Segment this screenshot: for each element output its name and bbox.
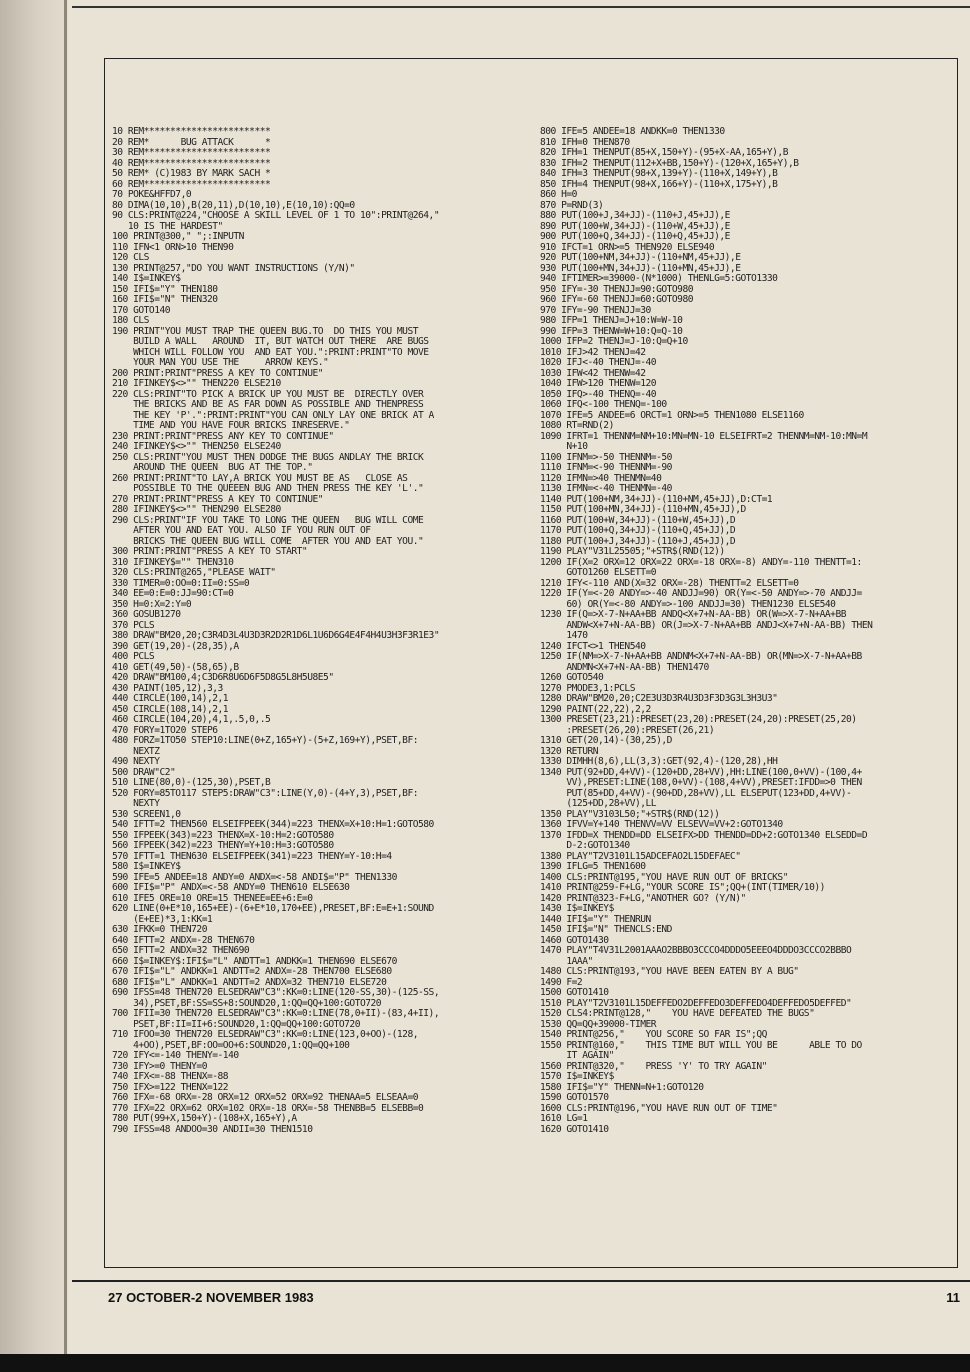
code-line: 1180 PUT(100+J,34+JJ)-(110+J,45+JJ),D <box>540 535 736 547</box>
code-line: 34),PSET,BF:SS=SS+8:SOUND20,1:QQ=QQ+100:GOTO720 <box>112 997 382 1009</box>
code-line: 1520 CLS4:PRINT@128," YOU HAVE DEFEATED THE BUGS" <box>540 1008 815 1019</box>
page-number: 11 <box>946 1290 960 1305</box>
code-line: 810 IFH=0 THEN870 <box>540 136 630 148</box>
code-line: NEXTZ <box>112 745 160 757</box>
code-line: 1030 IFW<42 THENW=42 <box>540 367 646 379</box>
code-line: 230 PRINT:PRINT"PRESS ANY KEY TO CONTINUE" <box>112 430 334 442</box>
code-line: 330 TIMER=0:OO=0:II=0:SS=0 <box>112 577 250 589</box>
code-line: 280 IFINKEY$<>"" THEN290 ELSE280 <box>112 504 281 515</box>
code-line: 1570 I$=INKEY$ <box>540 1071 614 1082</box>
code-line: 1160 PUT(100+W,34+JJ)-(110+W,45+JJ),D <box>540 514 736 526</box>
code-line: 530 SCREEN1,0 <box>112 808 181 820</box>
code-line: 1470 PLAY"T4V31L2001AAAO2BBBO3CCCO4DDDO5EEEO4DDDO3CCCO2BBBO <box>540 945 852 956</box>
code-line: 1170 PUT(100+Q,34+JJ)-(110+Q,45+JJ),D <box>540 525 736 536</box>
code-line: 350 H=0:X=2:Y=0 <box>112 598 192 610</box>
code-line: 1460 GOTO1430 <box>540 934 609 946</box>
code-line: 450 CIRCLE(108,14),2,1 <box>112 703 229 715</box>
code-line: (125+DD,28+VV),LL <box>540 798 657 809</box>
code-line: 310 IFINKEY$="" THEN310 <box>112 556 234 568</box>
code-line: 1270 PMODE3,1:PCLS <box>540 682 635 694</box>
code-line: 420 DRAW"BM100,4;C3D6R8U6D6F5D8G5L8H5U8E5" <box>112 672 334 683</box>
code-line: 1050 IFQ>-40 THENQ=-40 <box>540 388 657 400</box>
code-line: 500 DRAW"C2" <box>112 766 176 778</box>
code-line: 110 IFN<1 ORN>10 THEN90 <box>112 241 234 253</box>
code-line: 650 IFTT=2 ANDX=32 THEN690 <box>112 945 250 956</box>
code-line: 970 IFY=-90 THENJJ=30 <box>540 304 651 316</box>
code-line: 260 PRINT:PRINT"TO LAY,A BRICK YOU MUST BE AS CLOSE AS <box>112 472 408 484</box>
code-line: 130 PRINT@257,"DO YOU WANT INSTRUCTIONS (Y/N)" <box>112 262 355 274</box>
code-line: 20 REM* BUG ATTACK * <box>112 136 271 148</box>
code-line: 490 NEXTY <box>112 756 160 767</box>
code-line: 750 IFX>=122 THENX=122 <box>112 1081 229 1093</box>
code-line: 220 CLS:PRINT"TO PICK A BRICK UP YOU MUST BE DIRECTLY OVER <box>112 388 424 400</box>
code-line: 1590 GOTO1570 <box>540 1092 609 1103</box>
code-line: THE KEY 'P'.":PRINT:PRINT"YOU CAN ONLY LAY ONE BRICK AT A <box>112 409 434 421</box>
code-line: THE BRICKS AND BE AS FAR DOWN AS POSSIBLE AND THENPRESS <box>112 399 424 410</box>
code-line: 1490 F=2 <box>540 976 583 988</box>
code-line: 1420 PRINT@323-F+LG,"ANOTHER GO? (Y/N)" <box>540 892 746 904</box>
code-line: 1360 IFVV=Y+140 THENVV=VV ELSEVV=VV+2:GOTO1340 <box>540 819 783 830</box>
code-line: 910 IFCT=1 ORN>=5 THEN920 ELSE940 <box>540 241 715 253</box>
code-line: POSSIBLE TO THE QUEEEN BUG AND THEN PRESS THE KEY 'L'." <box>112 483 424 494</box>
code-line: 40 REM************************ <box>112 157 271 169</box>
code-line: 1330 DIMHH(8,6),LL(3,3):GET(92,4)-(120,28),HH <box>540 756 778 767</box>
code-line: 480 FORZ=1TO50 STEP10:LINE(0+Z,165+Y)-(5+Z,169+Y),PSET,BF: <box>112 735 419 746</box>
code-line: 840 IFH=3 THENPUT(98+X,139+Y)-(110+X,149+Y),B <box>540 168 778 179</box>
code-line: ANDMN<X+7+N-AA-BB) THEN1470 <box>540 661 709 673</box>
code-line: 790 IFSS=48 ANDOO=30 ANDII=30 THEN1510 <box>112 1123 313 1135</box>
code-line: 1480 CLS:PRINT@193,"YOU HAVE BEEN EATEN BY A BUG" <box>540 966 799 977</box>
code-line: 730 IFY>=0 THENY=0 <box>112 1060 207 1072</box>
code-line: 1320 RETURN <box>540 745 599 757</box>
code-line: BRICKS THE QUEEN BUG WILL COME AFTER YOU AND EAT YOU." <box>112 535 424 547</box>
code-line: 100 PRINT@300," ";:INPUTN <box>112 231 244 242</box>
code-line: 250 CLS:PRINT"YOU MUST THEN DODGE THE BUGS ANDLAY THE BRICK <box>112 451 424 463</box>
code-line: 1040 IFW>120 THENW=120 <box>540 378 657 389</box>
code-line: 410 GET(49,50)-(58,65),B <box>112 661 239 673</box>
code-line: 1610 LG=1 <box>540 1113 588 1124</box>
code-line: 1190 PLAY"V31L25505;"+STR$(RND(12)) <box>540 546 725 557</box>
code-line: 560 IFPEEK(342)=223 THENY=Y+10:H=3:GOTO580 <box>112 840 334 851</box>
code-line: 540 IFTT=2 THEN560 ELSEIFPEEK(344)=223 THENX=X+10:H=1:GOTO580 <box>112 819 434 830</box>
code-line: 10 IS THE HARDEST" <box>112 220 223 232</box>
page-spine <box>64 0 67 1372</box>
code-line: 200 PRINT:PRINT"PRESS A KEY TO CONTINUE" <box>112 367 324 379</box>
code-line: 1370 IFDD=X THENDD=DD ELSEIFX>DD THENDD=DD+2:GOTO1340 ELSEDD=D <box>540 829 868 841</box>
code-line: 660 I$=INKEY$:IFI$="L" ANDTT=1 ANDKK=1 THEN690 ELSE670 <box>112 955 397 967</box>
code-line: 1550 PRINT@160," THIS TIME BUT WILL YOU BE ABLE TO DO <box>540 1039 862 1051</box>
code-line: AROUND THE QUEEN BUG AT THE TOP." <box>112 462 313 473</box>
code-line: 740 IFX<=-88 THENX=-88 <box>112 1071 229 1082</box>
code-line: 1150 PUT(100+MN,34+JJ)-(110+MN,45+JJ),D <box>540 504 746 515</box>
code-line: 240 IFINKEY$<>"" THEN250 ELSE240 <box>112 441 281 452</box>
code-line: 1280 DRAW"BM20,20;C2E3U3D3R4U3D3F3D3G3L3H3U3" <box>540 693 778 704</box>
code-line: 1250 IF(NM=>X-7-N+AA+BB ANDNM<X+7+N-AA-BB) OR(MN=>X-7-N+AA+BB <box>540 651 862 662</box>
code-line: 70 POKE&HFFD7,0 <box>112 189 192 200</box>
code-line: 990 IFP=3 THENW=W+10:Q=Q-10 <box>540 325 683 337</box>
code-line: PSET,BF:II=II+6:SOUND20,1:QQ=QQ+100:GOTO720 <box>112 1018 360 1030</box>
code-line: 1350 PLAY"V3103L50;"+STR$(RND(12)) <box>540 808 720 820</box>
code-line: 610 IFE5 ORE=10 ORE=15 THENEE=EE+6:E=0 <box>112 892 313 904</box>
code-line: 1020 IFJ<-40 THENJ=-40 <box>540 357 657 368</box>
book-gutter <box>0 0 68 1372</box>
code-line: 440 CIRCLE(100,14),2,1 <box>112 693 229 704</box>
code-line: 1560 PRINT@320," PRESS 'Y' TO TRY AGAIN" <box>540 1060 767 1072</box>
code-line: 1000 IFP=2 THENJ=J-10:Q=Q+10 <box>540 336 688 347</box>
code-line: 180 CLS <box>112 315 149 326</box>
code-line: 1060 IFQ<-100 THENQ=-100 <box>540 399 667 410</box>
code-line: :PRESET(26,20):PRESET(26,21) <box>540 724 715 736</box>
code-line: 870 P=RND(3) <box>540 199 604 211</box>
code-line: 1400 CLS:PRINT@195,"YOU HAVE RUN OUT OF BRICKS" <box>540 871 788 883</box>
code-line: 580 I$=INKEY$ <box>112 861 181 872</box>
code-line: 1500 GOTO1410 <box>540 987 609 998</box>
code-line: 710 IFOO=30 THEN720 ELSEDRAW"C3":KK=0:LINE(123,0+OO)-(128, <box>112 1029 419 1040</box>
code-line: 1540 PRINT@256," YOU SCORE SO FAR IS";QQ <box>540 1029 767 1040</box>
code-line: 140 I$=INKEY$ <box>112 273 181 284</box>
code-line: 1510 PLAY"T2V3101L15DEFFEDO2DEFFEDO3DEFFEDO4DEFFEDO5DEFFED" <box>540 997 852 1009</box>
code-line: 900 PUT(100+Q,34+JJ)-(110+Q,45+JJ),E <box>540 231 730 242</box>
code-line: 1450 IFI$="N" THENCLS:END <box>540 924 672 935</box>
code-line: 770 IFX=22 ORX=62 ORX=102 ORX=-18 ORX=-58 THENBB=5 ELSEBB=0 <box>112 1102 424 1114</box>
listing-column-right <box>540 127 954 1135</box>
code-line: (E+EE)*3,1:KK=1 <box>112 913 213 925</box>
code-line: PUT(85+DD,4+VV)-(90+DD,28+VV),LL ELSEPUT(123+DD,4+VV)- <box>540 787 852 799</box>
code-line: 1600 CLS:PRINT@196,"YOU HAVE RUN OUT OF TIME" <box>540 1102 778 1114</box>
code-line: 890 PUT(100+W,34+JJ)-(110+W,45+JJ),E <box>540 220 730 232</box>
code-line: 620 LINE(0+E*10,165+EE)-(6+E*10,170+EE),PRESET,BF:E=E+1:SOUND <box>112 903 434 914</box>
code-line: 1260 GOTO540 <box>540 672 604 683</box>
code-line: 120 CLS <box>112 252 149 263</box>
code-line: 1120 IFMN=>40 THENMN=40 <box>540 472 662 484</box>
code-line: 80 DIMA(10,10),B(20,11),D(10,10),E(10,10):QQ=0 <box>112 199 355 211</box>
code-line: 920 PUT(100+NM,34+JJ)-(110+NM,45+JJ),E <box>540 252 741 263</box>
code-line: WHICH WILL FOLLOW YOU AND EAT YOU.":PRINT:PRINT"TO MOVE <box>112 346 429 358</box>
listing-column-left <box>112 127 536 1135</box>
code-line: 60 REM************************ <box>112 178 271 190</box>
code-line: 4+OO),PSET,BF:OO=OO+6:SOUND20,1:QQ=QQ+100 <box>112 1039 350 1051</box>
code-line: 1290 PAINT(22,22),2,2 <box>540 703 651 715</box>
code-line: 160 IFI$="N" THEN320 <box>112 294 218 305</box>
code-line: 1090 IFRT=1 THENNM=NM+10:MN=MN-10 ELSEIFRT=2 THENNM=NM-10:MN=M <box>540 430 868 442</box>
code-line: 690 IFSS=48 THEN720 ELSEDRAW"C3":KK=0:LINE(120-SS,30)-(125-SS, <box>112 987 440 998</box>
code-line: 370 PCLS <box>112 619 155 631</box>
code-line: 1340 PUT(92+DD,4+VV)-(120+DD,28+VV),HH:LINE(100,0+VV)-(100,4+ <box>540 766 862 778</box>
code-line: 1200 IF(X=2 ORX=12 ORX=22 ORX=-18 ORX=-8) ANDY=-110 THENTT=1: <box>540 556 862 568</box>
code-line: 980 IFP=1 THENJ=J+10:W=W-10 <box>540 315 683 326</box>
code-line: 1130 IFMN=<-40 THENMN=-40 <box>540 483 672 494</box>
code-line: 960 IFY=-60 THENJJ=60:GOTO980 <box>540 294 694 305</box>
code-line: 590 IFE=5 ANDEE=18 ANDY=0 ANDX=<-58 ANDI$="P" THEN1330 <box>112 871 397 883</box>
code-line: 1300 PRESET(23,21):PRESET(23,20):PRESET(24,20):PRESET(25,20) <box>540 714 857 725</box>
code-line: YOUR MAN YOU USE THE ARROW KEYS." <box>112 357 329 368</box>
code-line: 760 IFX=-68 ORX=-28 ORX=12 ORX=52 ORX=92 THENAA=5 ELSEAA=0 <box>112 1092 419 1103</box>
code-line: 630 IFKK=0 THEN720 <box>112 924 207 935</box>
code-line: 1240 IFCT<>1 THEN540 <box>540 640 646 652</box>
code-line: 800 IFE=5 ANDEE=18 ANDKK=0 THEN1330 <box>540 127 725 137</box>
code-line: 510 LINE(80,0)-(125,30),PSET,B <box>112 777 271 788</box>
code-line: 1410 PRINT@259-F+LG,"YOUR SCORE IS";QQ+(INT(TIMER/10)) <box>540 882 825 893</box>
code-line: 1100 IFNM=>-50 THENNM=-50 <box>540 451 672 463</box>
code-line: 470 FORY=1TO20 STEP6 <box>112 724 218 736</box>
code-line: 860 H=0 <box>540 189 577 200</box>
code-line: 50 REM* (C)1983 BY MARK SACH * <box>112 168 271 179</box>
code-line: 1210 IFY<-110 AND(X=32 ORX=-28) THENTT=2 ELSETT=0 <box>540 577 799 589</box>
code-line: D-2:GOTO1340 <box>540 840 630 851</box>
top-rule <box>72 6 970 8</box>
code-line: 1390 IFLG=5 THEN1600 <box>540 861 646 872</box>
code-line: 1230 IF(Q=>X-7-N+AA+BB ANDQ<X+7+N-AA-BB) OR(W=>X-7-N+AA+BB <box>540 609 847 620</box>
code-line: 1620 GOTO1410 <box>540 1123 609 1135</box>
code-line: GOTO1260 ELSETT=0 <box>540 567 657 578</box>
code-line: 780 PUT(99+X,150+Y)-(108+X,165+Y),A <box>112 1113 297 1124</box>
code-line: 460 CIRCLE(104,20),4,1,.5,0,.5 <box>112 714 271 725</box>
code-line: NEXTY <box>112 798 160 809</box>
footer-rule <box>72 1280 970 1282</box>
code-line: N+10 <box>540 441 588 452</box>
code-line: AFTER YOU AND EAT YOU. ALSO IF YOU RUN OUT OF <box>112 525 371 536</box>
code-line: 190 PRINT"YOU MUST TRAP THE QUEEN BUG.TO DO THIS YOU MUST <box>112 325 419 337</box>
code-line: 1470 <box>540 630 588 641</box>
code-line: 720 IFY<=-140 THENY=-140 <box>112 1050 239 1061</box>
code-line: 380 DRAW"BM20,20;C3R4D3L4U3D3R2D2R1D6L1U6D6G4E4F4H4U3H3F3R1E3" <box>112 630 440 641</box>
code-line: BUILD A WALL AROUND IT, BUT WATCH OUT THERE ARE BUGS <box>112 336 429 347</box>
code-line: 670 IFI$="L" ANDKK=1 ANDTT=2 ANDX=-28 THEN700 ELSE680 <box>112 966 392 977</box>
code-line: 1380 PLAY"T2V3101L15ADCEFAO2L15DEFAEC" <box>540 850 741 862</box>
code-line: 320 CLS:PRINT@265,"PLEASE WAIT" <box>112 567 276 578</box>
code-line: 60) OR(Y=<-80 ANDY=>-100 ANDJJ=30) THEN1230 ELSE540 <box>540 598 836 610</box>
scan-bottom-edge <box>0 1354 970 1372</box>
code-line: 1140 PUT(100+NM,34+JJ)-(110+NM,45+JJ),D:CT=1 <box>540 493 773 505</box>
code-line: 270 PRINT:PRINT"PRESS A KEY TO CONTINUE" <box>112 493 324 505</box>
code-line: 930 PUT(100+MN,34+JJ)-(110+MN,45+JJ),E <box>540 262 741 274</box>
code-line: 1070 IFE=5 ANDEE=6 ORCT=1 ORN>=5 THEN1080 ELSE1160 <box>540 409 804 421</box>
code-line: TIME AND YOU HAVE FOUR BRICKS INRESERVE." <box>112 420 350 431</box>
code-line: 150 IFI$="Y" THEN180 <box>112 283 218 295</box>
code-line: 1530 QQ=QQ+39000-TIMER <box>540 1018 657 1030</box>
footer-date: 27 OCTOBER-2 NOVEMBER 1983 <box>108 1290 314 1305</box>
code-line: VV),PRESET:LINE(108,0+VV)-(108,4+VV),PRESET:IFDD=>0 THEN <box>540 777 862 788</box>
code-line: 170 GOTO140 <box>112 304 171 316</box>
code-line: 680 IFI$="L" ANDKK=1 ANDTT=2 ANDX=32 THEN710 ELSE720 <box>112 976 387 988</box>
code-line: 1220 IF(Y=<-20 ANDY=>-40 ANDJJ=90) OR(Y=<-50 ANDY=>-70 ANDJJ= <box>540 588 862 599</box>
code-line: 1080 RT=RND(2) <box>540 420 614 431</box>
code-line: 550 IFPEEK(343)=223 THENX=X-10:H=2:GOTO580 <box>112 829 334 841</box>
code-line: ANDW<X+7+N-AA-BB) OR(J=>X-7-N+AA+BB ANDJ<X+7+N-AA-BB) THEN <box>540 619 873 631</box>
code-line: 820 IFH=1 THENPUT(85+X,150+Y)-(95+X-AA,165+Y),B <box>540 147 788 158</box>
code-line: 570 IFTT=1 THEN630 ELSEIFPEEK(341)=223 THENY=Y-10:H=4 <box>112 850 392 862</box>
code-line: 1430 I$=INKEY$ <box>540 903 614 914</box>
code-line: 360 GOSUB1270 <box>112 609 181 620</box>
code-line: 1580 IFI$="Y" THENN=N+1:GOTO120 <box>540 1081 704 1093</box>
code-line: 210 IFINKEY$<>"" THEN220 ELSE210 <box>112 378 281 389</box>
code-line: 600 IFI$="P" ANDX=<-58 ANDY=0 THEN610 ELSE630 <box>112 882 350 893</box>
code-line: 300 PRINT:PRINT"PRESS A KEY TO START" <box>112 546 308 557</box>
code-line: 340 EE=0:E=0:JJ=90:CT=0 <box>112 588 234 599</box>
code-line: IT AGAIN" <box>540 1050 614 1061</box>
code-line: 700 IFII=30 THEN720 ELSEDRAW"C3":KK=0:LINE(78,0+II)-(83,4+II), <box>112 1008 440 1019</box>
code-line: 950 IFY=-30 THENJJ=90:GOTO980 <box>540 283 694 295</box>
code-line: 90 CLS:PRINT@224,"CHOOSE A SKILL LEVEL OF 1 TO 10":PRINT@264," <box>112 210 440 221</box>
code-line: 1110 IFNM=<-90 THENNM=-90 <box>540 462 672 473</box>
code-line: 400 PCLS <box>112 651 155 662</box>
code-line: 830 IFH=2 THENPUT(112+X+BB,150+Y)-(120+X,165+Y),B <box>540 157 799 169</box>
code-line: 30 REM************************ <box>112 147 271 158</box>
code-line: 10 REM************************ <box>112 127 271 137</box>
code-line: 430 PAINT(105,12),3,3 <box>112 682 223 694</box>
code-line: 940 IFTIMER>=39000-(N*1000) THENLG=5:GOTO1330 <box>540 273 778 284</box>
code-line: 390 GET(19,20)-(28,35),A <box>112 640 239 652</box>
code-line: 520 FORY=85TO117 STEP5:DRAW"C3":LINE(Y,0)-(4+Y,3),PSET,BF: <box>112 787 419 799</box>
code-line: 880 PUT(100+J,34+JJ)-(110+J,45+JJ),E <box>540 210 730 221</box>
code-line: 640 IFTT=2 ANDX=-28 THEN670 <box>112 934 255 946</box>
code-line: 1310 GET(20,14)-(30,25),D <box>540 735 672 746</box>
code-line: 1010 IFJ>42 THENJ=42 <box>540 346 646 358</box>
code-line: 290 CLS:PRINT"IF YOU TAKE TO LONG THE QUEEN BUG WILL COME <box>112 514 424 526</box>
code-line: 1AAA" <box>540 955 593 967</box>
code-line: 850 IFH=4 THENPUT(98+X,166+Y)-(110+X,175+Y),B <box>540 178 778 190</box>
code-line: 1440 IFI$="Y" THENRUN <box>540 913 651 925</box>
